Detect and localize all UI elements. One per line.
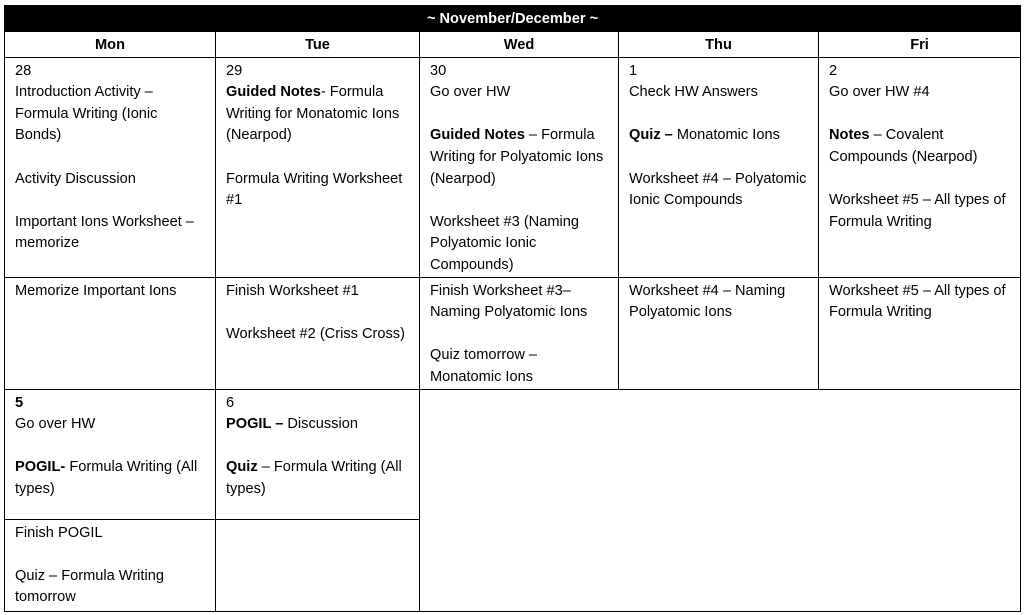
week1-homework-row (5, 277, 1021, 389)
homework-line (829, 281, 1010, 324)
date-number: 28 (15, 62, 32, 79)
day-header-thu: Thu (619, 31, 819, 57)
class-line (629, 125, 808, 147)
class-line (15, 436, 205, 458)
date-number: 1 (629, 62, 638, 79)
line-text: Important Ions Worksheet – memorize (15, 213, 194, 252)
day-header-tue: Tue (216, 31, 420, 57)
class-line (15, 169, 205, 191)
homework-line (226, 302, 409, 324)
class-line (15, 457, 205, 500)
line-text: Go over HW (15, 416, 96, 433)
homework-line (15, 544, 205, 566)
line-text: Worksheet #5 – All types of Formula Writing (829, 282, 1006, 321)
class-line (430, 212, 608, 277)
line-text: Finish POGIL (15, 524, 103, 541)
line-text: Worksheet #3 (Naming Polyatomic Ionic Compounds) (430, 213, 579, 273)
class-line (829, 190, 1010, 233)
homework-mon-cell (5, 277, 216, 389)
class-line (629, 82, 808, 104)
bold-label: Guided Notes (226, 84, 321, 101)
line-text: Formula Writing (All types) (15, 459, 198, 497)
empty-week2-block (420, 389, 1021, 611)
homework-line (15, 523, 205, 545)
line-text: Go over HW #4 (829, 84, 930, 101)
line-text: Discussion (283, 416, 358, 433)
bold-label: Guided Notes (430, 127, 525, 144)
class-line (15, 212, 205, 255)
class-line (629, 169, 808, 212)
bold-label: POGIL- (15, 459, 66, 476)
line-text: Worksheet #4 – Naming Polyatomic Ions (629, 282, 786, 321)
class-line (226, 414, 409, 436)
class-line (15, 190, 205, 212)
date-number: 5 (15, 394, 24, 411)
class-line (226, 169, 409, 212)
class-tue-cell (216, 57, 420, 277)
day-header-row (5, 31, 1021, 57)
class-line (829, 104, 1010, 126)
line-text: Worksheet #2 (Criss Cross) (226, 325, 405, 342)
class-wed-cell (420, 57, 619, 277)
day-header-mon: Mon (5, 31, 216, 57)
bold-label: Quiz (226, 459, 258, 476)
line-text: - Formula Writing for Monatomic Ions (Nearpod) (226, 84, 400, 144)
homework-thu-cell (619, 277, 819, 389)
class-tue-cell (216, 389, 420, 519)
line-text: Quiz – Formula Writing tomorrow (15, 567, 164, 606)
line-text: – Covalent Compounds (Nearpod) (829, 127, 978, 165)
calendar-table (4, 5, 1021, 612)
date-number: 6 (226, 394, 235, 411)
class-line (226, 436, 409, 458)
line-text: Activity Discussion (15, 170, 136, 187)
homework-line (15, 281, 205, 303)
line-text: – Formula Writing for Polyatomic Ions (Nearpod) (430, 127, 604, 187)
class-line (226, 82, 409, 147)
line-text: Check HW Answers (629, 84, 758, 101)
homework-tue-cell (216, 519, 420, 611)
homework-line (226, 281, 409, 303)
class-line (629, 104, 808, 126)
class-line (430, 125, 608, 190)
week2-class-row (5, 389, 1021, 519)
title-row (5, 6, 1021, 32)
homework-line (430, 345, 608, 388)
bold-label: Notes (829, 127, 870, 144)
week1-class-row (5, 57, 1021, 277)
class-line (829, 125, 1010, 168)
class-thu-cell (619, 57, 819, 277)
bold-label: POGIL – (226, 416, 284, 433)
class-mon-cell (5, 389, 216, 519)
line-text: Worksheet #5 – All types of Formula Writing (829, 192, 1006, 230)
line-text: Finish Worksheet #3– Naming Polyatomic Ions (430, 282, 588, 321)
line-text: – Formula Writing (All types) (226, 459, 402, 497)
class-line (829, 169, 1010, 191)
class-line (226, 457, 409, 500)
date-number: 2 (829, 62, 838, 79)
class-line (430, 104, 608, 126)
line-text: Worksheet #4 – Polyatomic Ionic Compounds (629, 170, 807, 209)
class-line (15, 147, 205, 169)
homework-fri-cell (819, 277, 1021, 389)
line-text: Memorize Important Ions (15, 282, 177, 299)
class-line (629, 147, 808, 169)
homework-line (15, 566, 205, 609)
homework-line (430, 281, 608, 324)
class-line (430, 190, 608, 212)
calendar-title: ~ November/December ~ (5, 6, 1021, 32)
homework-line (226, 324, 409, 346)
day-header-wed: Wed (420, 31, 619, 57)
line-text: Finish Worksheet #1 (226, 282, 359, 299)
class-fri-cell (819, 57, 1021, 277)
class-line (829, 82, 1010, 104)
line-text: Monatomic Ions (672, 127, 780, 144)
class-mon-cell (5, 57, 216, 277)
homework-wed-cell (420, 277, 619, 389)
class-line (15, 82, 205, 147)
date-number: 30 (430, 62, 447, 79)
date-number: 29 (226, 62, 243, 79)
line-text: Formula Writing Worksheet #1 (226, 170, 403, 209)
class-line (226, 147, 409, 169)
homework-mon-cell (5, 519, 216, 611)
class-line (15, 414, 205, 436)
homework-line (430, 324, 608, 346)
line-text: Introduction Activity – Formula Writing (Ionic Bonds) (15, 84, 158, 144)
class-line (430, 82, 608, 104)
bold-label: Quiz – (629, 127, 673, 144)
line-text: Go over HW (430, 84, 511, 101)
homework-tue-cell (216, 277, 420, 389)
line-text: Quiz tomorrow – Monatomic Ions (430, 347, 538, 385)
day-header-fri: Fri (819, 31, 1021, 57)
homework-line (629, 281, 808, 324)
